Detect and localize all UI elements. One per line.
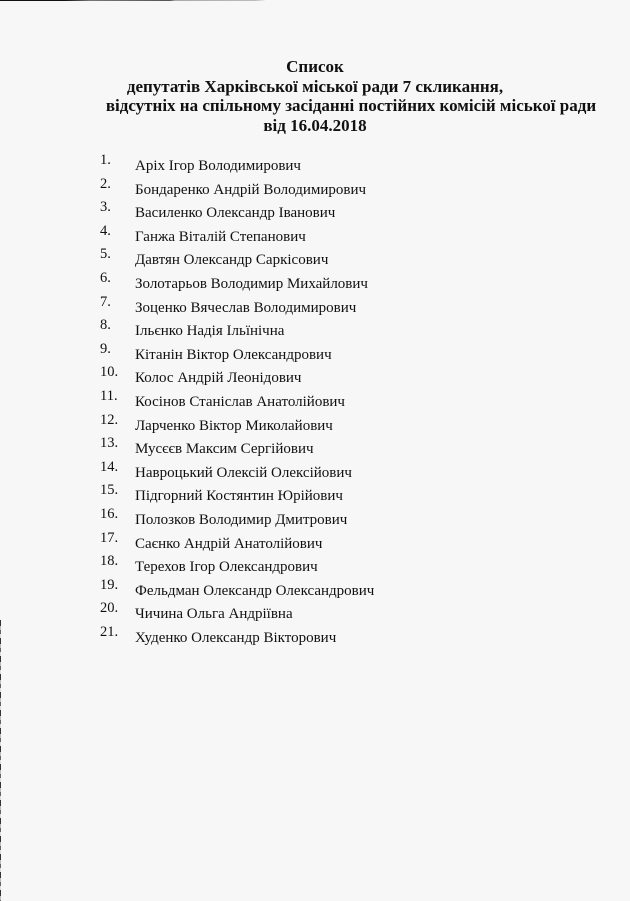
list-item-number: 3. <box>100 199 111 216</box>
list-item-number: 14. <box>100 458 119 475</box>
list-item-name: Навроцький Олексій Олексійович <box>135 464 352 481</box>
list-item-number: 1. <box>100 152 111 168</box>
list-item-number: 8. <box>100 317 111 334</box>
list-item-name: Худенко Олександр Вікторович <box>135 629 337 646</box>
list-item-name: Полозков Володимир Дмитрович <box>135 511 348 528</box>
list-item-name: Мусєєв Максим Сергійович <box>135 441 314 458</box>
list-item-number: 20. <box>100 600 119 617</box>
list-item-name: Ганжа Віталій Степанович <box>135 228 306 245</box>
list-item-name: Кітанін Віктор Олександрович <box>135 346 332 363</box>
document-date: від 16.04.2018 <box>263 115 367 135</box>
document-subtitle-line2: відсутніх на спільному засіданні постійних комісій міської ради <box>105 96 597 115</box>
list-item-name: Терехов Ігор Олександрович <box>135 559 318 576</box>
document-subtitle-line1: депутатів Харківської міської ради 7 скликання, <box>126 76 504 96</box>
list-item-name: Давтян Олександр Саркісович <box>135 252 329 269</box>
list-item-number: 15. <box>100 482 119 499</box>
list-item-name: Ільєнко Надія Ільїнічна <box>135 323 285 340</box>
list-item-number: 16. <box>100 505 119 522</box>
scan-edge-top <box>0 0 265 1</box>
list-item-name: Аріх Ігор Володимирович <box>135 158 301 174</box>
list-item-name: Ларченко Віктор Миколайович <box>135 417 333 434</box>
document-header <box>0 57 630 135</box>
list-item-name: Саєнко Андрій Анатолійович <box>135 535 323 552</box>
list-item-number: 21. <box>100 623 119 640</box>
list-item-name: Золотарьов Володимир Михайлович <box>135 275 368 292</box>
list-item-number: 18. <box>100 553 119 570</box>
document-title: Список <box>286 57 344 76</box>
list-item-name: Василенко Олександр Іванович <box>135 205 336 222</box>
list-item-number: 7. <box>100 293 111 310</box>
list-item-number: 9. <box>100 340 111 357</box>
list-item-number: 2. <box>100 175 111 192</box>
list-item-number: 4. <box>100 222 111 239</box>
list-item-number: 12. <box>100 411 119 428</box>
list-item-number: 5. <box>100 246 111 263</box>
list-item-number: 17. <box>100 529 119 546</box>
list-item-name: Бондаренко Андрій Володимирович <box>135 181 367 198</box>
list-item-name: Фельдман Олександр Олександрович <box>135 582 375 599</box>
list-item-number: 13. <box>100 435 119 452</box>
list-item-number: 6. <box>100 269 111 286</box>
list-item-number: 11. <box>100 387 118 404</box>
list-item-name: Чичина Ольга Андріївна <box>135 606 293 623</box>
scan-edge-left <box>0 620 1 901</box>
list-item-name: Косінов Станіслав Анатолійович <box>135 393 345 410</box>
list-item-number: 10. <box>100 364 119 381</box>
list-item-name: Колос Андрій Леонідович <box>135 370 302 387</box>
list-item-number: 19. <box>100 576 119 593</box>
list-item-name: Підгорний Костянтин Юрійович <box>135 488 343 505</box>
list-item-name: Зоценко Вячеслав Володимирович <box>135 299 357 316</box>
